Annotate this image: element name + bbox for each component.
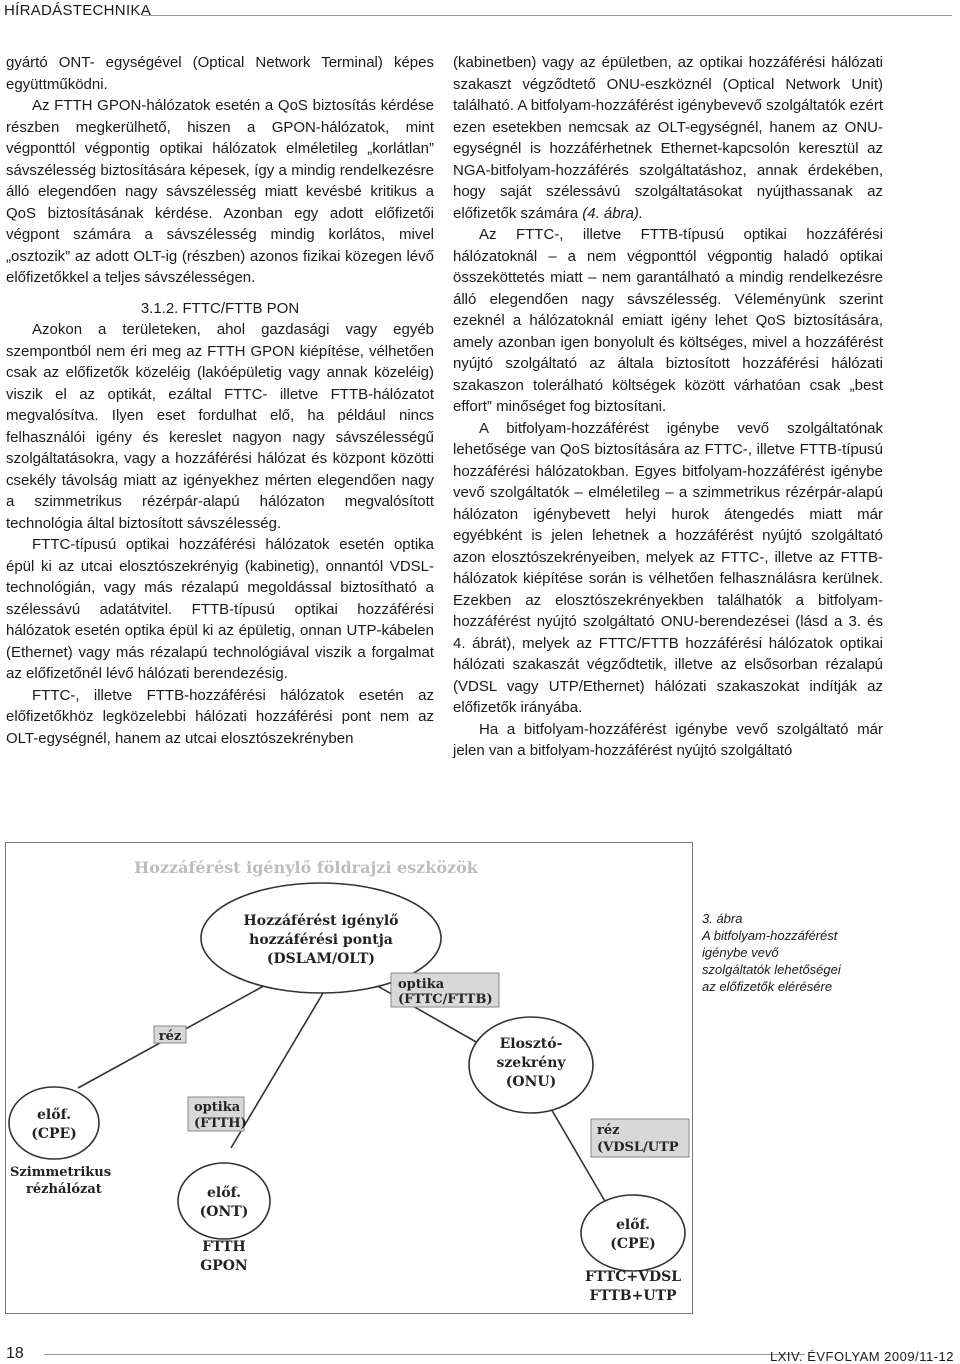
cpe-right-line-2: (CPE) [610, 1236, 656, 1252]
journal-issue: LXIV. ÉVFOLYAM 2009/11-12 [769, 1349, 954, 1364]
cabinet-line-1: Elosztó- [499, 1036, 563, 1052]
left-column [6, 52, 434, 749]
caption-line: az előfizetők elérésére [702, 979, 833, 994]
ont-node [178, 1163, 270, 1239]
paragraph: Az FTTH GPON-hálózatok esetén a QoS biztosítás kérdése részben megkerülhető, hiszen a GPON-hálózatok, mint végponttól végpontig optikai hálózatok elméletileg „korlátlan” sávszélesség biztosítására képesek, így a mindig rendelkezésre álló elegendően nagy sávszélesség miatt kevésbé kritikus a QoS biztosításának kérdése. Azonban egy adott előfizetői végpont számára a sávszélesség mindig korlátos, mivel „osztozik” az adott OLT-ig (részben) azonos fizikai közegen lévő előfizetőkkel a teljes sávszélességen. [6, 97, 434, 286]
right-column [453, 52, 883, 762]
fttc-vdsl-2: FTTB+UTP [589, 1288, 677, 1304]
ftth-gpon-2: GPON [200, 1258, 248, 1274]
paragraph-text: (kabinetben) vagy az épületben, az optikai hozzáférési hálózati szakaszt végződtető ONU-eszköznél (Optical Network Unit) található. A bitfolyam-hozzáférést igénybevevő szolgáltatók ezért ezen esetekben nemcsak az OLT-egységnél, hanem az ONU-egységnél is hozzáférhetnek Ethernet-kapcsolón keresztül az NGA-bitfolyam-hozzáférés szolgáltatáshoz, annak érdekében, hogy saját szélessávú szolgáltatásokat nyújthassanak az előfizetők számára [453, 54, 883, 222]
rez-right-1: réz [597, 1123, 620, 1138]
section-heading: 3.1.2. FTTC/FTTB PON [140, 299, 300, 317]
footer-rule [44, 1354, 805, 1355]
cpe-left-node [9, 1087, 99, 1159]
paragraph: Ha a bitfolyam-hozzáférést igénybe vevő szolgáltató már jelen van a bitfolyam-hozzáférést nyújtó szolgáltató [453, 720, 883, 759]
cabinet-line-2: szekrény [496, 1055, 566, 1071]
fttc-vdsl-1: FTTC+VDSL [584, 1269, 682, 1285]
network-diagram [5, 842, 693, 1314]
cpe-left-line-1: előf. [37, 1107, 71, 1123]
dslam-line-2: hozzáférési pontja [249, 932, 393, 948]
caption-line: A bitfolyam-hozzáférést [702, 928, 838, 943]
paragraph: FTTC-típusú optikai hozzáférési hálózatok esetén optika épül ki az utcai elosztószekrényig (kabinetig), onnantól VDSL-technológián, vagy más rézalapú megoldással biztosítható a szélessávú adatátvitel. FTTB-típusú optikai hozzáférési hálózatok esetén optika épül ki az épületig, onnan UTP-kábelen (Ethernet) vagy más rézalapú technológiával viszik a forgalmat az előfizetőnél lévő hálózati berendezésig. [6, 536, 434, 682]
figure-caption [702, 910, 902, 995]
diagram-svg [6, 843, 692, 1313]
rez-right-2: (VDSL/UTP [597, 1140, 679, 1155]
ont-line-2: (ONT) [199, 1204, 249, 1220]
rez-left-label: réz [158, 1029, 182, 1044]
paragraph: FTTC-, illetve FTTB-hozzáférési hálózatok esetén az előfizetőkhöz legközelebbi hálózati hozzáférési pont nem az OLT-egységnél, hanem az utcai elosztószekrényben [6, 686, 434, 747]
sym-label-1: Szimmetrikus [10, 1165, 112, 1180]
cpe-right-line-1: előf. [616, 1217, 650, 1233]
paragraph: Az FTTC-, illetve FTTB-típusú optikai hozzáférési hálózatoknál – a nem végponttól végpontig haladó optikai összeköttetés miatt – nem garantálható a mindig rendelkezésre álló elegendően nagy sávszélesség. Véleményünk szerint ezeknél a hálózatoknál emiatt igény lehet QoS biztosítására, amely azonban igen bonyolult és költséges, mivel a hozzáférést nyújtó szolgáltató az általa biztosított hozzáférési hálózati szakaszon tolerálható költségek között várhatóan csak „best effort” minőséget fog biztosítani. [453, 226, 883, 415]
cpe-right-node [581, 1195, 685, 1271]
sym-label-2: rézhálózat [26, 1182, 102, 1197]
caption-line: szolgáltatók lehetőségei [702, 962, 841, 977]
ftth-label-2: (FTTH) [194, 1116, 247, 1131]
ftth-gpon-1: FTTH [202, 1239, 246, 1255]
caption-line: igénybe vevő [702, 945, 779, 960]
fttc-label-1: optika [398, 977, 445, 992]
figure-reference: (4. ábra). [582, 204, 644, 222]
figure-title: Hozzáférést igénylő földrajzi eszközök [134, 858, 478, 877]
caption-number: 3. ábra [702, 911, 743, 926]
ftth-label-1: optika [194, 1100, 241, 1115]
dslam-line-1: Hozzáférést igénylő [243, 913, 399, 929]
cabinet-line-3: (ONU) [505, 1074, 557, 1090]
page-number: 18 [6, 1345, 24, 1362]
header-rule [142, 15, 952, 16]
section-header: HÍRADÁSTECHNIKA [4, 2, 152, 19]
paragraph: gyártó ONT- egységével (Optical Network Terminal) képes együttműködni. [6, 54, 434, 93]
paragraph: A bitfolyam-hozzáférést igénybe vevő szolgáltatónak lehetősége van QoS biztosítására az FTTC-, illetve FTTB-típusú hozzáférési hálózatokban. Egyes bitfolyam-hozzáférést igénybe vevő szolgáltatók – elméletileg – a szimmetrikus rézérpár-alapú hálózaton igénybevett helyi hurok átengedés miatt már egyébként is jelen lehetnek a hozzáférést nyújtó szolgáltató azon elosztószekrényeiben, melyek az FTTC-, illetve az FTTB-hálózatok kiépítése során is vélhetően felhasználásra kerülnek. Ezekben az elosztószekrényekben találhatók a bitfolyam-hozzáférést nyújtó szolgáltató ONU-berendezései (lásd a 3. és 4. ábrát), melyek az FTTC/FTTB hozzáférési hálózatok optikai hálózati szakaszát végződtetik, illetve az elsősorban rézalapú (VDSL vagy UTP/Ethernet) hálózati szakaszokat indítják az előfizetők irányába. [453, 419, 883, 716]
fttc-label-2: (FTTC/FTTB) [398, 992, 493, 1007]
paragraph [453, 52, 883, 224]
dslam-line-3: (DSLAM/OLT) [266, 951, 376, 967]
paragraph: Azokon a területeken, ahol gazdasági vagy egyéb szempontból nem éri meg az FTTH GPON kiépítése, vélhetően csak az előfizetők közeléig (lakóépületig vagy annak közeléig) viszik el az optikát, ezáltal FTTC- illetve FTTB-hálózatot megvalósítva. Ilyen eset fordulhat elő, ha például nincs felhasználói igény és kereslet nagyon nagy sávszélességű szolgáltatásokra, vagy a hozzáférési hálózat és központ közötti csekély távolság miatt az igényekhez mérten elegendően nagy a szimmetrikus rézérpár-alapú hálózaton megvalósított technológia által biztosított sávszélesség. [6, 321, 434, 532]
cpe-left-line-2: (CPE) [31, 1126, 77, 1142]
ont-line-1: előf. [207, 1185, 241, 1201]
